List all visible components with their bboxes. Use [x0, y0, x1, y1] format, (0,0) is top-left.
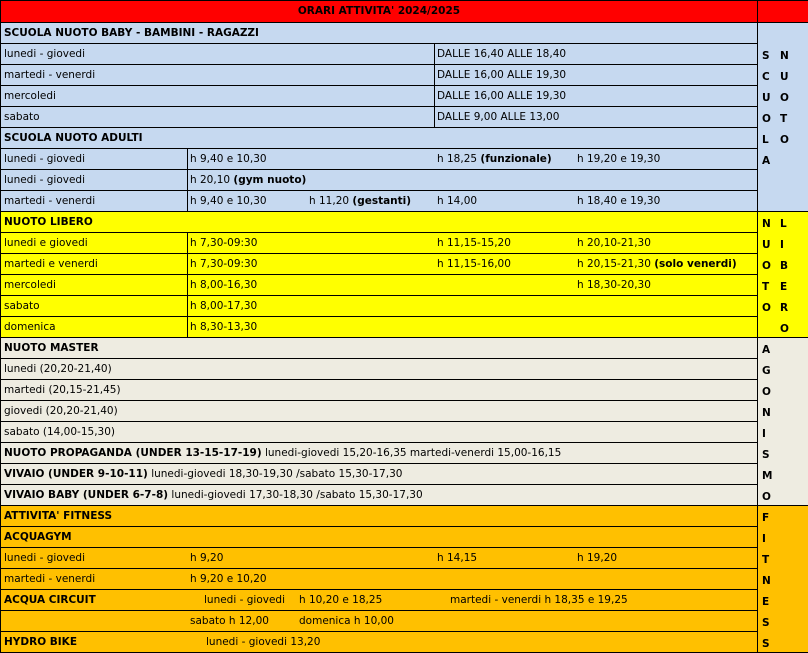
- time-cell: DALLE 16,00 ALLE 19,30: [437, 69, 567, 81]
- side-label-agonismo: [758, 338, 808, 506]
- schedule-cell: [4, 443, 561, 463]
- schedule-cell: giovedi (20,20-21,40): [4, 405, 118, 417]
- time-cell: h 18,40 e 19,30: [577, 195, 661, 207]
- schedule-cell: [4, 464, 402, 484]
- time-cell: [437, 149, 552, 169]
- time-cell: lunedi - giovedi 13,20: [206, 636, 321, 648]
- side-letter: O: [762, 260, 771, 272]
- schedule-text: lunedi-giovedi 15,20-16,35 martedi-venerdi 15,00-16,15: [264, 447, 562, 459]
- side-letter: O: [780, 92, 789, 104]
- side-letter: S: [762, 617, 770, 629]
- side-letter: E: [780, 281, 788, 293]
- day-cell: sabato: [4, 111, 40, 123]
- table-row: [1, 317, 757, 338]
- side-letter: O: [762, 113, 771, 125]
- side-label-scuola-nuoto: [758, 23, 808, 212]
- table-row: [1, 149, 757, 170]
- day-cell: martedi - venerdi: [4, 69, 96, 81]
- table-row: [1, 569, 757, 590]
- time-cell: martedi - venerdi h 18,35 e 19,25: [450, 594, 628, 606]
- time-note: (gestanti): [352, 195, 412, 207]
- side-letter: G: [762, 365, 771, 377]
- time-cell: [190, 170, 306, 190]
- side-letter: R: [780, 302, 789, 314]
- side-letter: U: [762, 239, 771, 251]
- schedule-cell: sabato (14,00-15,30): [4, 426, 115, 438]
- time-cell: domenica h 10,00: [299, 615, 394, 627]
- time-cell: h 9,20 e 10,20: [190, 573, 267, 585]
- time-value: h 20,15-21,30: [577, 258, 655, 270]
- time-cell: sabato h 12,00: [190, 615, 269, 627]
- time-cell: h 8,00-16,30: [190, 279, 258, 291]
- page-title: ORARI ATTIVITA' 2024/2025: [297, 5, 461, 17]
- title-bar: [1, 1, 757, 23]
- table-row: [1, 44, 757, 65]
- category-label: VIVAIO BABY (UNDER 6-7-8): [4, 489, 169, 501]
- day-cell: mercoledi: [4, 279, 56, 291]
- time-cell: h 9,40 e 10,30: [190, 195, 267, 207]
- side-letter: L: [762, 134, 769, 146]
- time-cell: DALLE 16,00 ALLE 19,30: [437, 90, 567, 102]
- side-letter: B: [780, 260, 789, 272]
- day-cell: lunedi - giovedi: [4, 153, 85, 165]
- time-note: (funzionale): [480, 153, 552, 165]
- time-cell: h 14,00: [437, 195, 478, 207]
- time-note: (gym nuoto): [233, 174, 307, 186]
- side-label-nuoto-libero: [758, 212, 808, 338]
- day-cell: martedi - venerdi: [4, 195, 96, 207]
- subsection-title: ACQUAGYM: [4, 531, 72, 543]
- table-row: [1, 275, 757, 296]
- side-letter: S: [762, 50, 770, 62]
- side-letter: U: [780, 71, 789, 83]
- table-row: [1, 107, 757, 128]
- category-label: ACQUA CIRCUIT: [4, 594, 96, 606]
- time-note: (solo venerdi): [654, 258, 737, 270]
- time-cell: [577, 254, 737, 274]
- time-cell: h 19,20: [577, 552, 618, 564]
- table-row: [1, 65, 757, 86]
- day-cell: martedi - venerdi: [4, 573, 96, 585]
- table-row: [1, 464, 757, 485]
- day-cell: lunedi - giovedi: [4, 552, 85, 564]
- schedule-cell: martedi (20,15-21,45): [4, 384, 121, 396]
- side-letter: N: [762, 218, 771, 230]
- side-letter: F: [762, 512, 770, 524]
- time-value: h 11,20: [309, 195, 353, 207]
- side-label-fitness: [758, 506, 808, 652]
- table-row: [1, 422, 757, 443]
- table-row: [1, 611, 757, 632]
- table-row: [1, 380, 757, 401]
- section-header-scuola-nuoto-adulti: [1, 128, 757, 149]
- time-cell: h 11,15-15,20: [437, 237, 511, 249]
- section-title: NUOTO LIBERO: [4, 216, 93, 228]
- side-letter: L: [780, 218, 787, 230]
- time-cell: lunedi - giovedi: [204, 594, 285, 606]
- side-column: [757, 1, 808, 652]
- category-label: VIVAIO (UNDER 9-10-11): [4, 468, 148, 480]
- section-title: SCUOLA NUOTO BABY - BAMBINI - RAGAZZI: [4, 27, 259, 39]
- side-letter: A: [762, 344, 771, 356]
- time-cell: h 9,20: [190, 552, 224, 564]
- time-cell: h 11,15-16,00: [437, 258, 511, 270]
- time-cell: h 18,30-20,30: [577, 279, 651, 291]
- side-letter: S: [762, 449, 770, 461]
- side-letter: N: [762, 575, 771, 587]
- side-letter: C: [762, 71, 770, 83]
- side-letter: S: [762, 638, 770, 650]
- schedule-cell: lunedi (20,20-21,40): [4, 363, 112, 375]
- day-cell: lunedi - giovedi: [4, 174, 85, 186]
- table-row: [1, 632, 757, 652]
- time-cell: h 14,15: [437, 552, 478, 564]
- side-letter: T: [762, 281, 770, 293]
- day-cell: mercoledi: [4, 90, 56, 102]
- time-cell: h 7,30-09:30: [190, 258, 258, 270]
- time-cell: h 7,30-09:30: [190, 237, 258, 249]
- schedule-text: lunedi-giovedi 18,30-19,30 /sabato 15,30-17,30: [151, 468, 403, 480]
- time-cell: DALLE 16,40 ALLE 18,40: [437, 48, 567, 60]
- time-value: h 18,25: [437, 153, 481, 165]
- table-row: [1, 485, 757, 506]
- side-letter: O: [762, 386, 771, 398]
- table-row: [1, 401, 757, 422]
- day-cell: sabato: [4, 300, 40, 312]
- section-title: NUOTO MASTER: [4, 342, 99, 354]
- table-row: [1, 296, 757, 317]
- table-row: [1, 254, 757, 275]
- side-letter: I: [780, 239, 784, 251]
- section-header-scuola-nuoto-baby: [1, 23, 757, 44]
- time-cell: h 10,20 e 18,25: [299, 594, 383, 606]
- side-title-cell: [758, 1, 808, 23]
- side-letter: A: [762, 155, 771, 167]
- category-label: NUOTO PROPAGANDA (UNDER 13-15-17-19): [4, 447, 262, 459]
- time-cell: h 8,00-17,30: [190, 300, 258, 312]
- table-row: [1, 233, 757, 254]
- side-letter: T: [780, 113, 788, 125]
- schedule-cell: [4, 485, 423, 505]
- side-letter: N: [762, 407, 771, 419]
- time-cell: h 20,10-21,30: [577, 237, 651, 249]
- schedule-text: lunedi-giovedi 17,30-18,30 /sabato 15,30-17,30: [171, 489, 423, 501]
- time-cell: h 9,40 e 10,30: [190, 153, 267, 165]
- subsection-header-acquagym: [1, 527, 757, 548]
- side-letter: U: [762, 92, 771, 104]
- side-letter: O: [780, 323, 789, 335]
- time-cell: h 8,30-13,30: [190, 321, 258, 333]
- table-row: [1, 191, 757, 212]
- day-cell: lunedi e giovedi: [4, 237, 88, 249]
- time-value: h 20,10: [190, 174, 234, 186]
- table-row: [1, 590, 757, 611]
- side-letter: E: [762, 596, 770, 608]
- section-title: SCUOLA NUOTO ADULTI: [4, 132, 143, 144]
- section-header-nuoto-master: [1, 338, 757, 359]
- day-cell: domenica: [4, 321, 56, 333]
- table-row: [1, 548, 757, 569]
- time-cell: [309, 191, 411, 211]
- side-letter: O: [762, 302, 771, 314]
- table-row: [1, 86, 757, 107]
- side-letter: N: [780, 50, 789, 62]
- day-cell: martedi e venerdi: [4, 258, 98, 270]
- side-letter: I: [762, 533, 766, 545]
- table-row: [1, 359, 757, 380]
- category-label: HYDRO BIKE: [4, 636, 77, 648]
- side-letter: O: [780, 134, 789, 146]
- side-letter: T: [762, 554, 770, 566]
- time-cell: DALLE 9,00 ALLE 13,00: [437, 111, 560, 123]
- day-cell: lunedi - giovedi: [4, 48, 85, 60]
- section-header-fitness: [1, 506, 757, 527]
- table-row: [1, 170, 757, 191]
- side-letter: M: [762, 470, 773, 482]
- side-letter: I: [762, 428, 766, 440]
- table-row: [1, 443, 757, 464]
- time-cell: h 19,20 e 19,30: [577, 153, 661, 165]
- side-letter: O: [762, 491, 771, 503]
- section-title: ATTIVITA' FITNESS: [4, 510, 113, 522]
- section-header-nuoto-libero: [1, 212, 757, 233]
